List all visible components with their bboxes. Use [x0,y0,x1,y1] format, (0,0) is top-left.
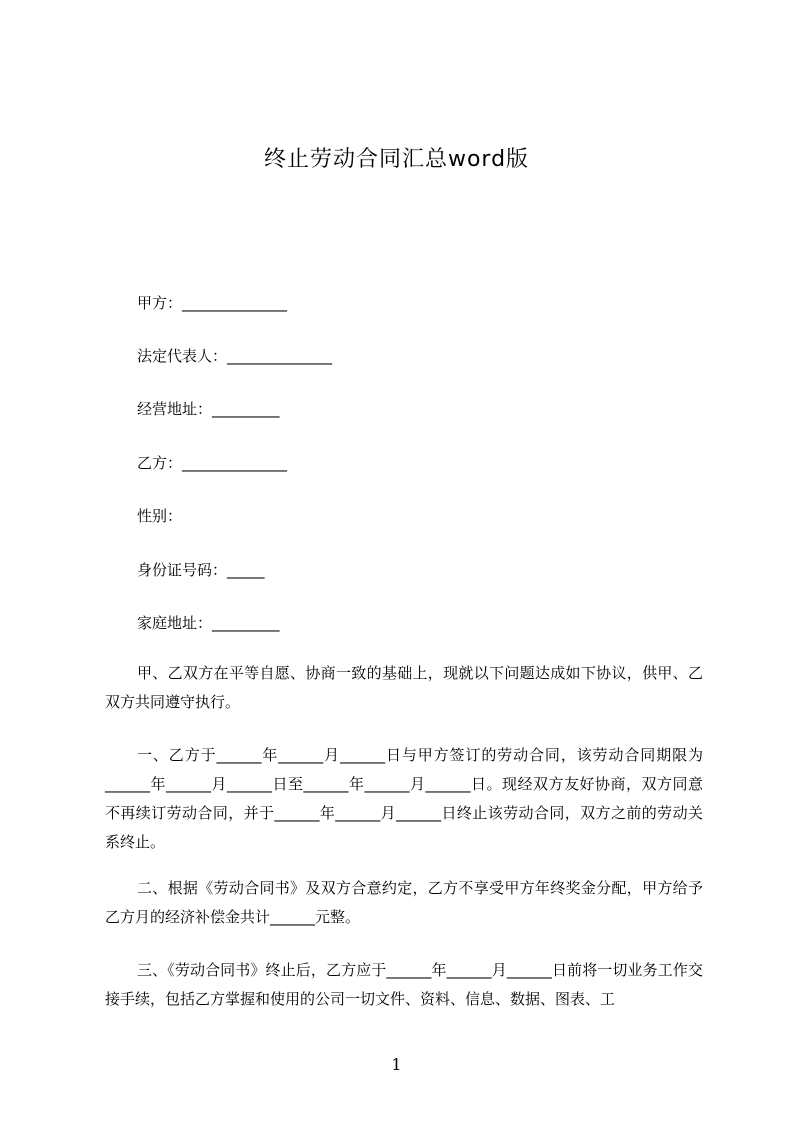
clause-3-paragraph: 三、《劳动合同书》终止后，乙方应于______年______月______日前将一切业务工作交接手续，包括乙方掌握和使用的公司一切文件、资料、信息、数据、图表、工 [105,961,703,1008]
gender-label: 性别： [137,507,183,525]
home-address-label: 家庭地址： [137,614,213,632]
business-address-label: 经营地址： [137,400,213,418]
party-a-field [137,292,287,314]
party-b-label: 乙方： [137,454,183,472]
preamble-paragraph: 甲、乙双方在平等自愿、协商一致的基础上，现就以下问题达成如下协议，供甲、乙双方共同遵守执行。 [105,664,703,711]
legal-representative-label: 法定代表人： [137,347,228,365]
id-number-label: 身份证号码： [137,561,228,579]
business-address-blank: _________ [212,400,280,418]
gender-field [137,505,182,527]
clause-1-paragraph: 一、乙方于______年______月______日与甲方签订的劳动合同，该劳动合同期限为______年______月______日至______年______月______日。现经双方友好协商，双方同意不再续订劳动合同，并于______年______月______日终止该劳动合同，双方之前的劳动关系终止。 [105,746,703,851]
document-title: 终止劳动合同汇总word版 [263,147,530,172]
home-address-blank: _________ [212,614,280,632]
clause-2-paragraph: 二、根据《劳动合同书》及双方合意约定，乙方不享受甲方年终奖金分配，甲方给予乙方月的经济补偿金共计______元整。 [105,879,703,926]
id-number-blank: _____ [227,561,265,579]
party-a-label: 甲方： [137,294,183,312]
id-number-field [137,559,265,581]
party-b-blank: ______________ [182,454,288,472]
home-address-field [137,612,280,634]
party-a-blank: ______________ [182,294,288,312]
legal-representative-field [137,345,332,367]
legal-representative-blank: ______________ [227,347,333,365]
business-address-field [137,398,280,420]
page-number: 1 [391,1055,402,1074]
party-b-field [137,452,287,474]
